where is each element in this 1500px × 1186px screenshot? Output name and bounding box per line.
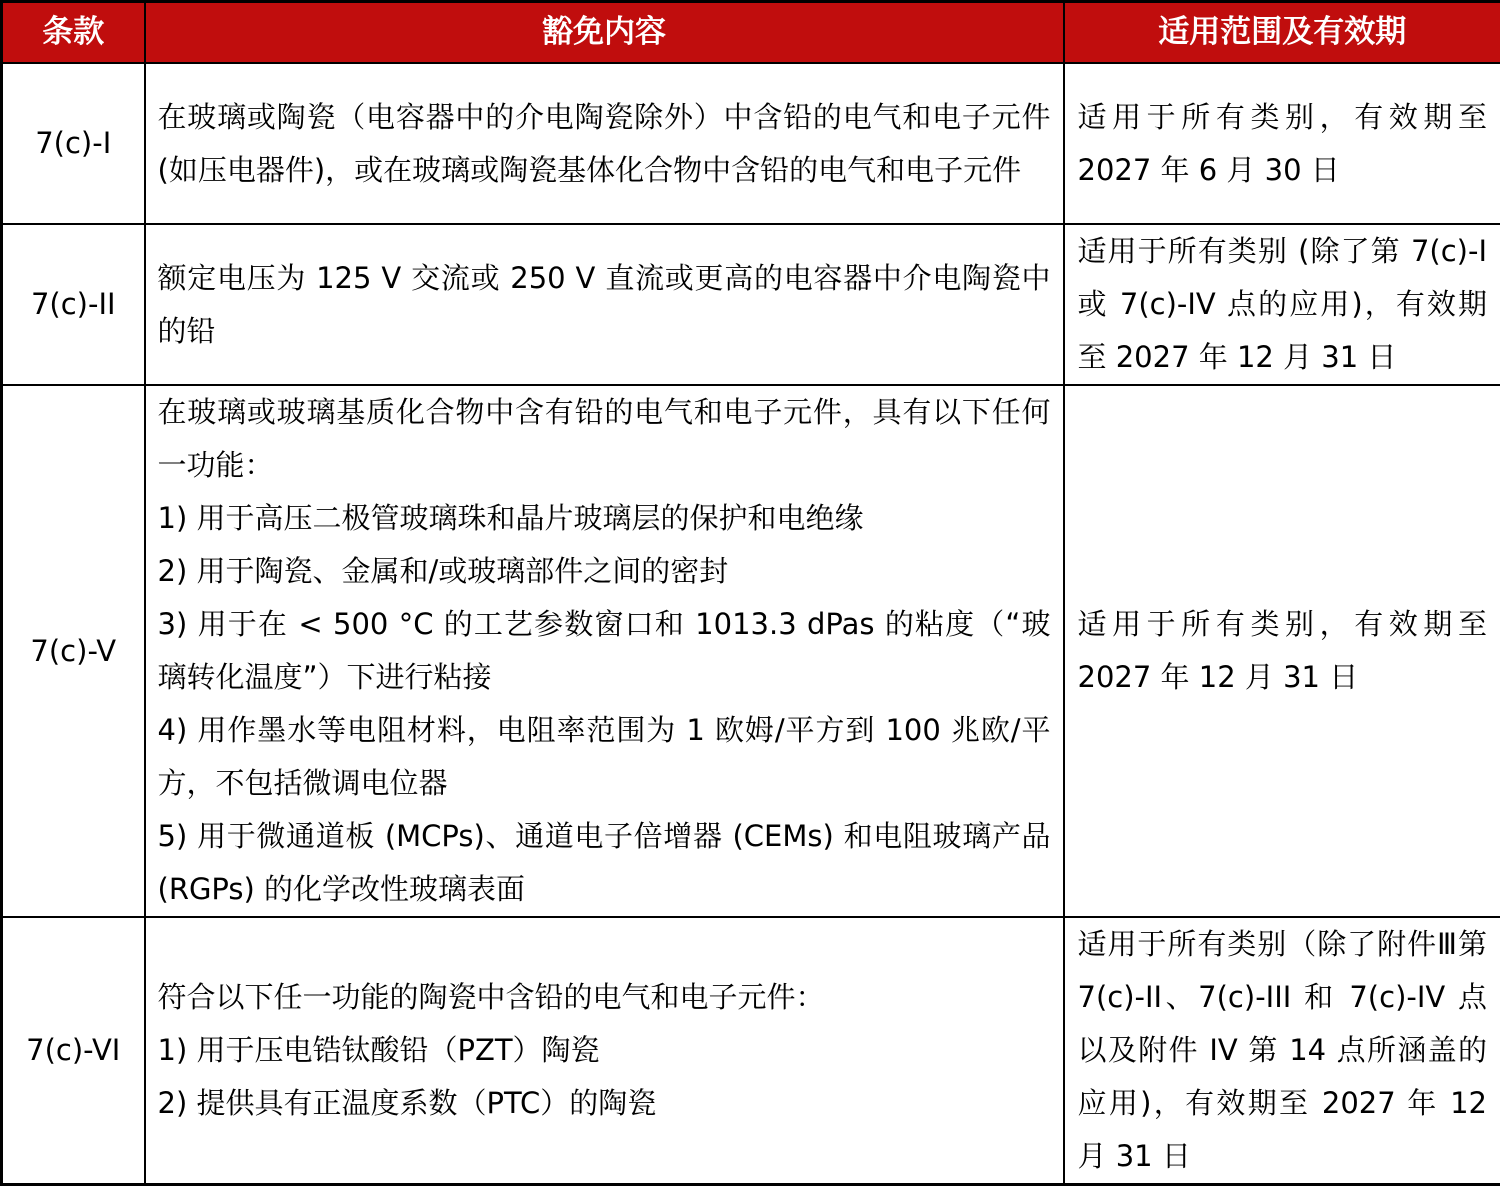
content-paragraph: 3) 用于在 < 500 °C 的工艺参数窗口和 1013.3 dPas 的粘度（“玻璃转化温度”）下进行粘接 [158,598,1051,704]
scope-paragraph: 适用于所有类别（除了附件Ⅲ第 7(c)-II、7(c)-III 和 7(c)-IV 点以及附件 IV 第 14 点所涵盖的应用)，有效期至 2027 年 12 月 31 日 [1078,918,1488,1183]
header-row [2,2,1500,64]
content-paragraph: 1) 用于高压二极管玻璃珠和晶片玻璃层的保护和电绝缘 [158,492,1051,545]
content-cell [145,917,1064,1185]
table-header [2,2,1500,64]
content-paragraph: 2) 提供具有正温度系数（PTC）的陶瓷 [158,1077,1051,1130]
clause-cell: 7(c)-II [2,224,145,385]
content-paragraph: 符合以下任一功能的陶瓷中含铅的电气和电子元件： [158,971,1051,1024]
content-cell [145,385,1064,917]
table-row [2,385,1500,917]
clause-cell: 7(c)-V [2,385,145,917]
scope-cell [1064,224,1500,385]
scope-cell [1064,917,1500,1185]
content-paragraph: 2) 用于陶瓷、金属和/或玻璃部件之间的密封 [158,545,1051,598]
scope-paragraph: 适用于所有类别，有效期至 2027 年 12 月 31 日 [1078,598,1488,704]
clause-cell: 7(c)-I [2,63,145,224]
header-content: 豁免内容 [145,2,1064,64]
content-paragraph: 额定电压为 125 V 交流或 250 V 直流或更高的电容器中介电陶瓷中的铅 [158,252,1051,358]
scope-cell [1064,385,1500,917]
header-clause: 条款 [2,2,145,64]
content-paragraph: 在玻璃或玻璃基质化合物中含有铅的电气和电子元件，具有以下任何一功能： [158,386,1051,492]
scope-cell [1064,63,1500,224]
table-row [2,224,1500,385]
content-paragraph: 5) 用于微通道板 (MCPs)、通道电子倍增器 (CEMs) 和电阻玻璃产品 (RGPs) 的化学改性玻璃表面 [158,810,1051,916]
clause-cell: 7(c)-VI [2,917,145,1185]
table-row [2,917,1500,1185]
table-row [2,63,1500,224]
content-cell [145,63,1064,224]
content-paragraph: 1) 用于压电锆钛酸铅（PZT）陶瓷 [158,1024,1051,1077]
content-paragraph: 4) 用作墨水等电阻材料，电阻率范围为 1 欧姆/平方到 100 兆欧/平方，不包括微调电位器 [158,704,1051,810]
scope-paragraph: 适用于所有类别，有效期至 2027 年 6 月 30 日 [1078,91,1488,197]
content-cell [145,224,1064,385]
content-paragraph: 在玻璃或陶瓷（电容器中的介电陶瓷除外）中含铅的电气和电子元件 (如压电器件)，或在玻璃或陶瓷基体化合物中含铅的电气和电子元件 [158,91,1051,197]
scope-paragraph: 适用于所有类别 (除了第 7(c)-I 或 7(c)-IV 点的应用)，有效期至 2027 年 12 月 31 日 [1078,225,1488,384]
header-scope: 适用范围及有效期 [1064,2,1500,64]
